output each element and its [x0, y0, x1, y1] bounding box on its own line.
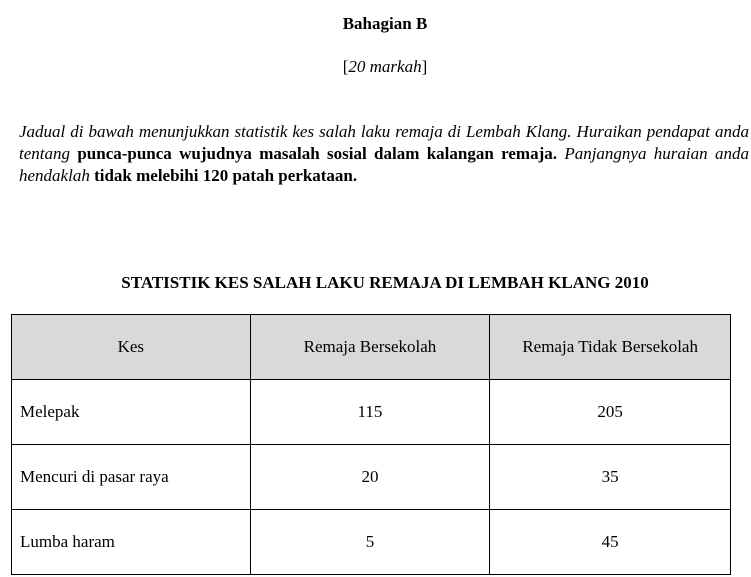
row-value-tidak-bersekolah: 45 — [490, 510, 731, 575]
row-label: Mencuri di pasar raya — [12, 445, 251, 510]
row-value-tidak-bersekolah: 205 — [490, 380, 731, 445]
row-value-bersekolah: 115 — [250, 380, 490, 445]
row-value-tidak-bersekolah: 35 — [490, 445, 731, 510]
section-title: Bahagian B — [342, 14, 428, 33]
row-value-bersekolah: 5 — [250, 510, 490, 575]
question-instructions — [19, 121, 749, 187]
marks-open-bracket: [ — [342, 57, 349, 76]
table-row — [12, 380, 731, 445]
instructions-part-3: Panjangnya huraian anda hendaklah — [19, 144, 749, 185]
instructions-part-4: tidak melebihi 120 patah perkataan. — [94, 166, 358, 185]
header-kes: Kes — [12, 315, 251, 380]
row-label: Lumba haram — [12, 510, 251, 575]
instructions-part-2: punca-punca wujudnya masalah sosial dalam kalangan remaja. — [77, 144, 557, 163]
table-row — [12, 445, 731, 510]
row-value-bersekolah: 20 — [250, 445, 490, 510]
statistics-table — [11, 314, 731, 575]
table-title: STATISTIK KES SALAH LAKU REMAJA DI LEMBAH KLANG 2010 — [121, 273, 649, 292]
table-row — [12, 510, 731, 575]
marks-close-bracket: ] — [421, 57, 428, 76]
header-remaja-bersekolah: Remaja Bersekolah — [250, 315, 490, 380]
header-remaja-tidak-bersekolah: Remaja Tidak Bersekolah — [490, 315, 731, 380]
marks-text: 20 markah — [348, 57, 422, 76]
table-header-row — [12, 315, 731, 380]
instructions-part-1: Jadual di bawah menunjukkan statistik kes salah laku remaja di Lembah Klang. Huraikan pendapat anda tentang — [19, 122, 749, 163]
row-label: Melepak — [12, 380, 251, 445]
marks-allocation — [0, 56, 751, 78]
